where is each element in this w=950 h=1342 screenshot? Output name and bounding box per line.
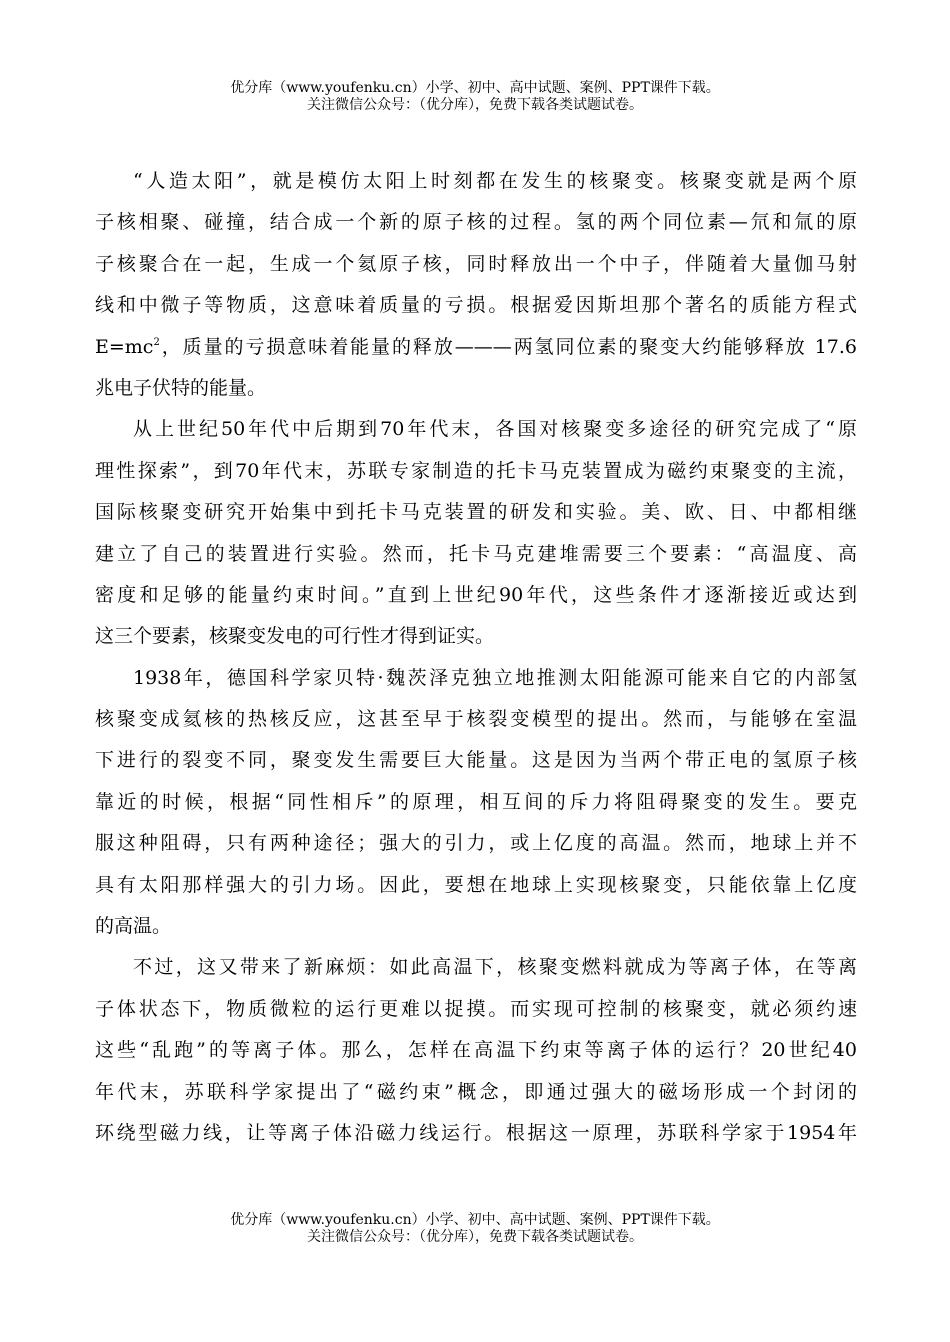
text-line: 不过，这又带来了新麻烦：如此高温下，核聚变燃料就成为等离子体，在等离 [133, 956, 857, 979]
page-header [0, 80, 950, 114]
text-line: 服这种阻碍，只有两种途径；强大的引力，或上亿度的高温。然而，地球上并不 [95, 832, 857, 855]
header-line-2: 关注微信公众号：（优分库），免费下载各类试题试卷。 [307, 97, 643, 113]
paragraph-2 [95, 409, 857, 657]
text-line: 具有太阳那样强大的引力场。因此，要想在地球上实现核聚变，只能依靠上亿度 [95, 873, 857, 896]
article-body [95, 161, 857, 1154]
page-footer [0, 1212, 950, 1246]
formula-line [95, 327, 857, 368]
text-line: 下进行的裂变不同，聚变发生需要巨大能量。这是因为当两个带正电的氢原子核 [95, 749, 857, 772]
text-line: 这些“乱跑”的等离子体。那么，怎样在高温下约束等离子体的运行？20世纪40 [95, 1039, 857, 1062]
text-line: 的高温。 [95, 915, 172, 938]
text-line: 1938年，德国科学家贝特·魏茨泽克独立地推测太阳能源可能来自它的内部氢 [133, 666, 857, 689]
paragraph-3 [95, 658, 857, 948]
text-line: 建立了自己的装置进行实验。然而，托卡马克建堆需要三个要素：“高温度、高 [95, 542, 857, 565]
text-line: 这三个要素，核聚变发电的可行性才得到证实。 [95, 625, 495, 648]
paragraph-1 [95, 161, 857, 409]
text-line: 密度和足够的能量约束时间。”直到上世纪90年代，这些条件才逐渐接近或达到 [95, 583, 857, 606]
formula-base: E=mc [95, 335, 154, 358]
footer-line-2: 关注微信公众号：（优分库），免费下载各类试题试卷。 [307, 1229, 643, 1245]
text-line: 靠近的时候，根据“同性相斥”的原理，相互间的斥力将阻碍聚变的发生。要克 [95, 790, 857, 813]
paragraph-4 [95, 947, 857, 1154]
text-line: 兆电子伏特的能量。 [95, 376, 267, 399]
text-line: 环绕型磁力线，让等离子体沿磁力线运行。根据这一原理，苏联科学家于1954年 [95, 1121, 857, 1144]
text-line: 子核聚合在一起，生成一个氦原子核，同时释放出一个中子，伴随着大量伽马射 [95, 252, 857, 275]
text-line: 理性探索”，到70年代末，苏联专家制造的托卡马克装置成为磁约束聚变的主流， [95, 459, 857, 482]
formula-rest: ，质量的亏损意味着能量的释放———两氢同位素的聚变大约能够释放 17.6 [159, 335, 857, 358]
header-line-1: 优分库（www.youfenku.cn）小学、初中、高中试题、案例、PPT课件下载。 [230, 80, 720, 96]
text-line: 核聚变成氦核的热核反应，这甚至早于核裂变模型的提出。然而，与能够在室温 [95, 708, 857, 731]
text-line: 国际核聚变研究开始集中到托卡马克装置的研发和实验。美、欧、日、中都相继 [95, 501, 857, 524]
text-line: 线和中微子等物质，这意味着质量的亏损。根据爱因斯坦那个著名的质能方程式 [95, 294, 857, 317]
text-line: 子体状态下，物质微粒的运行更难以捉摸。而实现可控制的核聚变，就必须约速 [95, 997, 857, 1020]
text-line: 从上世纪50年代中后期到70年代末，各国对核聚变多途径的研究完成了“原 [133, 418, 857, 441]
footer-line-1: 优分库（www.youfenku.cn）小学、初中、高中试题、案例、PPT课件下载。 [230, 1212, 720, 1228]
text-line: “人造太阳”，就是模仿太阳上时刻都在发生的核聚变。核聚变就是两个原 [133, 170, 857, 192]
text-line: 年代末，苏联科学家提出了“磁约束”概念，即通过强大的磁场形成一个封闭的 [95, 1080, 857, 1103]
formula-exponent: 2 [153, 336, 160, 348]
text-line: 子核相聚、碰撞，结合成一个新的原子核的过程。氢的两个同位素—氘和氚的原 [95, 211, 857, 234]
